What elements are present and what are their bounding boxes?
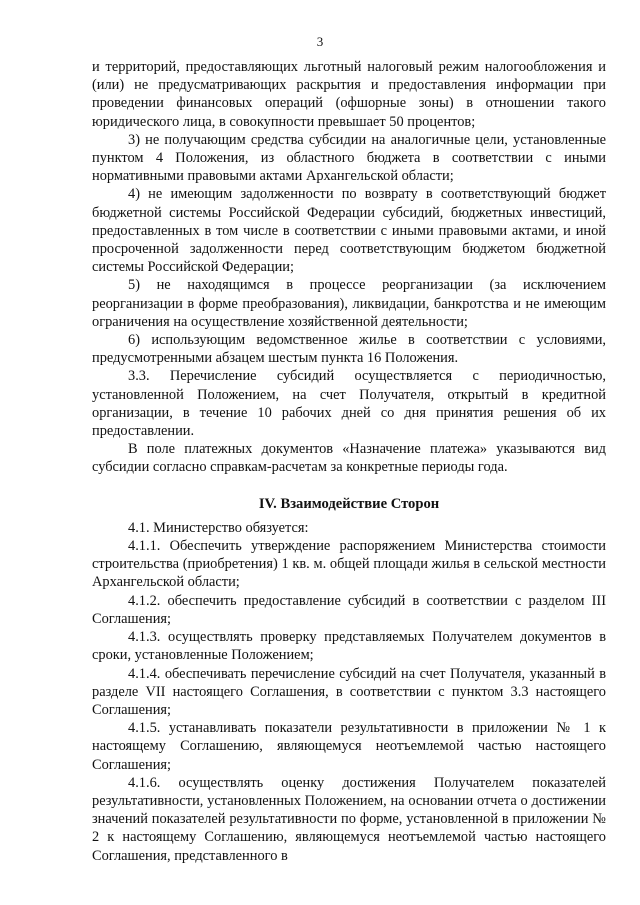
paragraph-payment-purpose: В поле платежных документов «Назначение платежа» указываются вид субсидии согласно справкам-расчетам за конкретные периоды года. bbox=[92, 441, 606, 476]
paragraph-4-1-4: 4.1.4. обеспечивать перечисление субсидий на счет Получателя, указанный в разделе VII настоящего Соглашения, в соответствии с пунктом 3.3 настоящего Соглашения; bbox=[92, 665, 606, 718]
document-body bbox=[92, 58, 606, 865]
paragraph-continuation: и территорий, предоставляющих льготный налоговый режим налогообложения и (или) не предусматривающих раскрытия и предоставления информации при проведении финансовых операций (офшорные зоны) в отношении такого юридического лица, в совокупности превышает 50 процентов; bbox=[92, 59, 606, 130]
paragraph-item-3: 3) не получающим средства субсидии на аналогичные цели, установленные пунктом 4 Положения, из областного бюджета в соответствии с иными нормативными правовыми актами Архангельской области; bbox=[92, 131, 606, 185]
paragraph-item-5: 5) не находящимся в процессе реорганизации (за исключением реорганизации в форме преобразования), ликвидации, банкротства и не имеющим ограничения на осуществление хозяйственной деятельности; bbox=[92, 277, 606, 330]
paragraph-4-1-5: 4.1.5. устанавливать показатели результативности в приложении № 1 к настоящему Соглашению, являющемуся неотъемлемой частью настоящего Соглашения; bbox=[92, 720, 606, 773]
section-heading: IV. Взаимодействие Сторон bbox=[258, 495, 440, 512]
paragraph-item-4: 4) не имеющим задолженности по возврату в соответствующий бюджет бюджетной системы Российской Федерации субсидий, бюджетных инвестиций, предоставленных в том числе в соответствии с иными правовыми актами, и иной просроченной задолженности перед соответствующим бюджетом бюджетной системы Российской Федерации; bbox=[92, 186, 606, 276]
paragraph-3-3: 3.3. Перечисление субсидий осуществляется с периодичностью, установленной Положением, на счет Получателя, открытый в кредитной организации, в течение 10 рабочих дней со дня принятия решения об их предоставлении. bbox=[92, 368, 606, 440]
paragraph-4-1-6: 4.1.6. осуществлять оценку достижения Получателем показателей результативности, установленных Положением, на основании отчета о достижении значений показателей результативности по форме, установленной в приложении № 2 к настоящему Соглашению, являющемуся неотъемлемой частью настоящего Соглашения, представленного в bbox=[92, 774, 606, 864]
paragraph-4-1-2: 4.1.2. обеспечить предоставление субсидий в соответствии с разделом III Соглашения; bbox=[92, 592, 606, 627]
paragraph-4-1: 4.1. Министерство обязуется: bbox=[128, 519, 309, 536]
paragraph-4-1-3: 4.1.3. осуществлять проверку представляемых Получателем документов в сроки, установленные Положением; bbox=[92, 629, 606, 664]
page-number: 3 bbox=[316, 34, 324, 49]
paragraph-item-6: 6) использующим ведомственное жилье в соответствии с условиями, предусмотренными абзацем шестым пункта 16 Положения. bbox=[92, 332, 606, 367]
paragraph-4-1-1: 4.1.1. Обеспечить утверждение распоряжением Министерства стоимости строительства (приобретения) 1 кв. м. общей площади жилья в сельской местности Архангельской области; bbox=[92, 538, 606, 591]
